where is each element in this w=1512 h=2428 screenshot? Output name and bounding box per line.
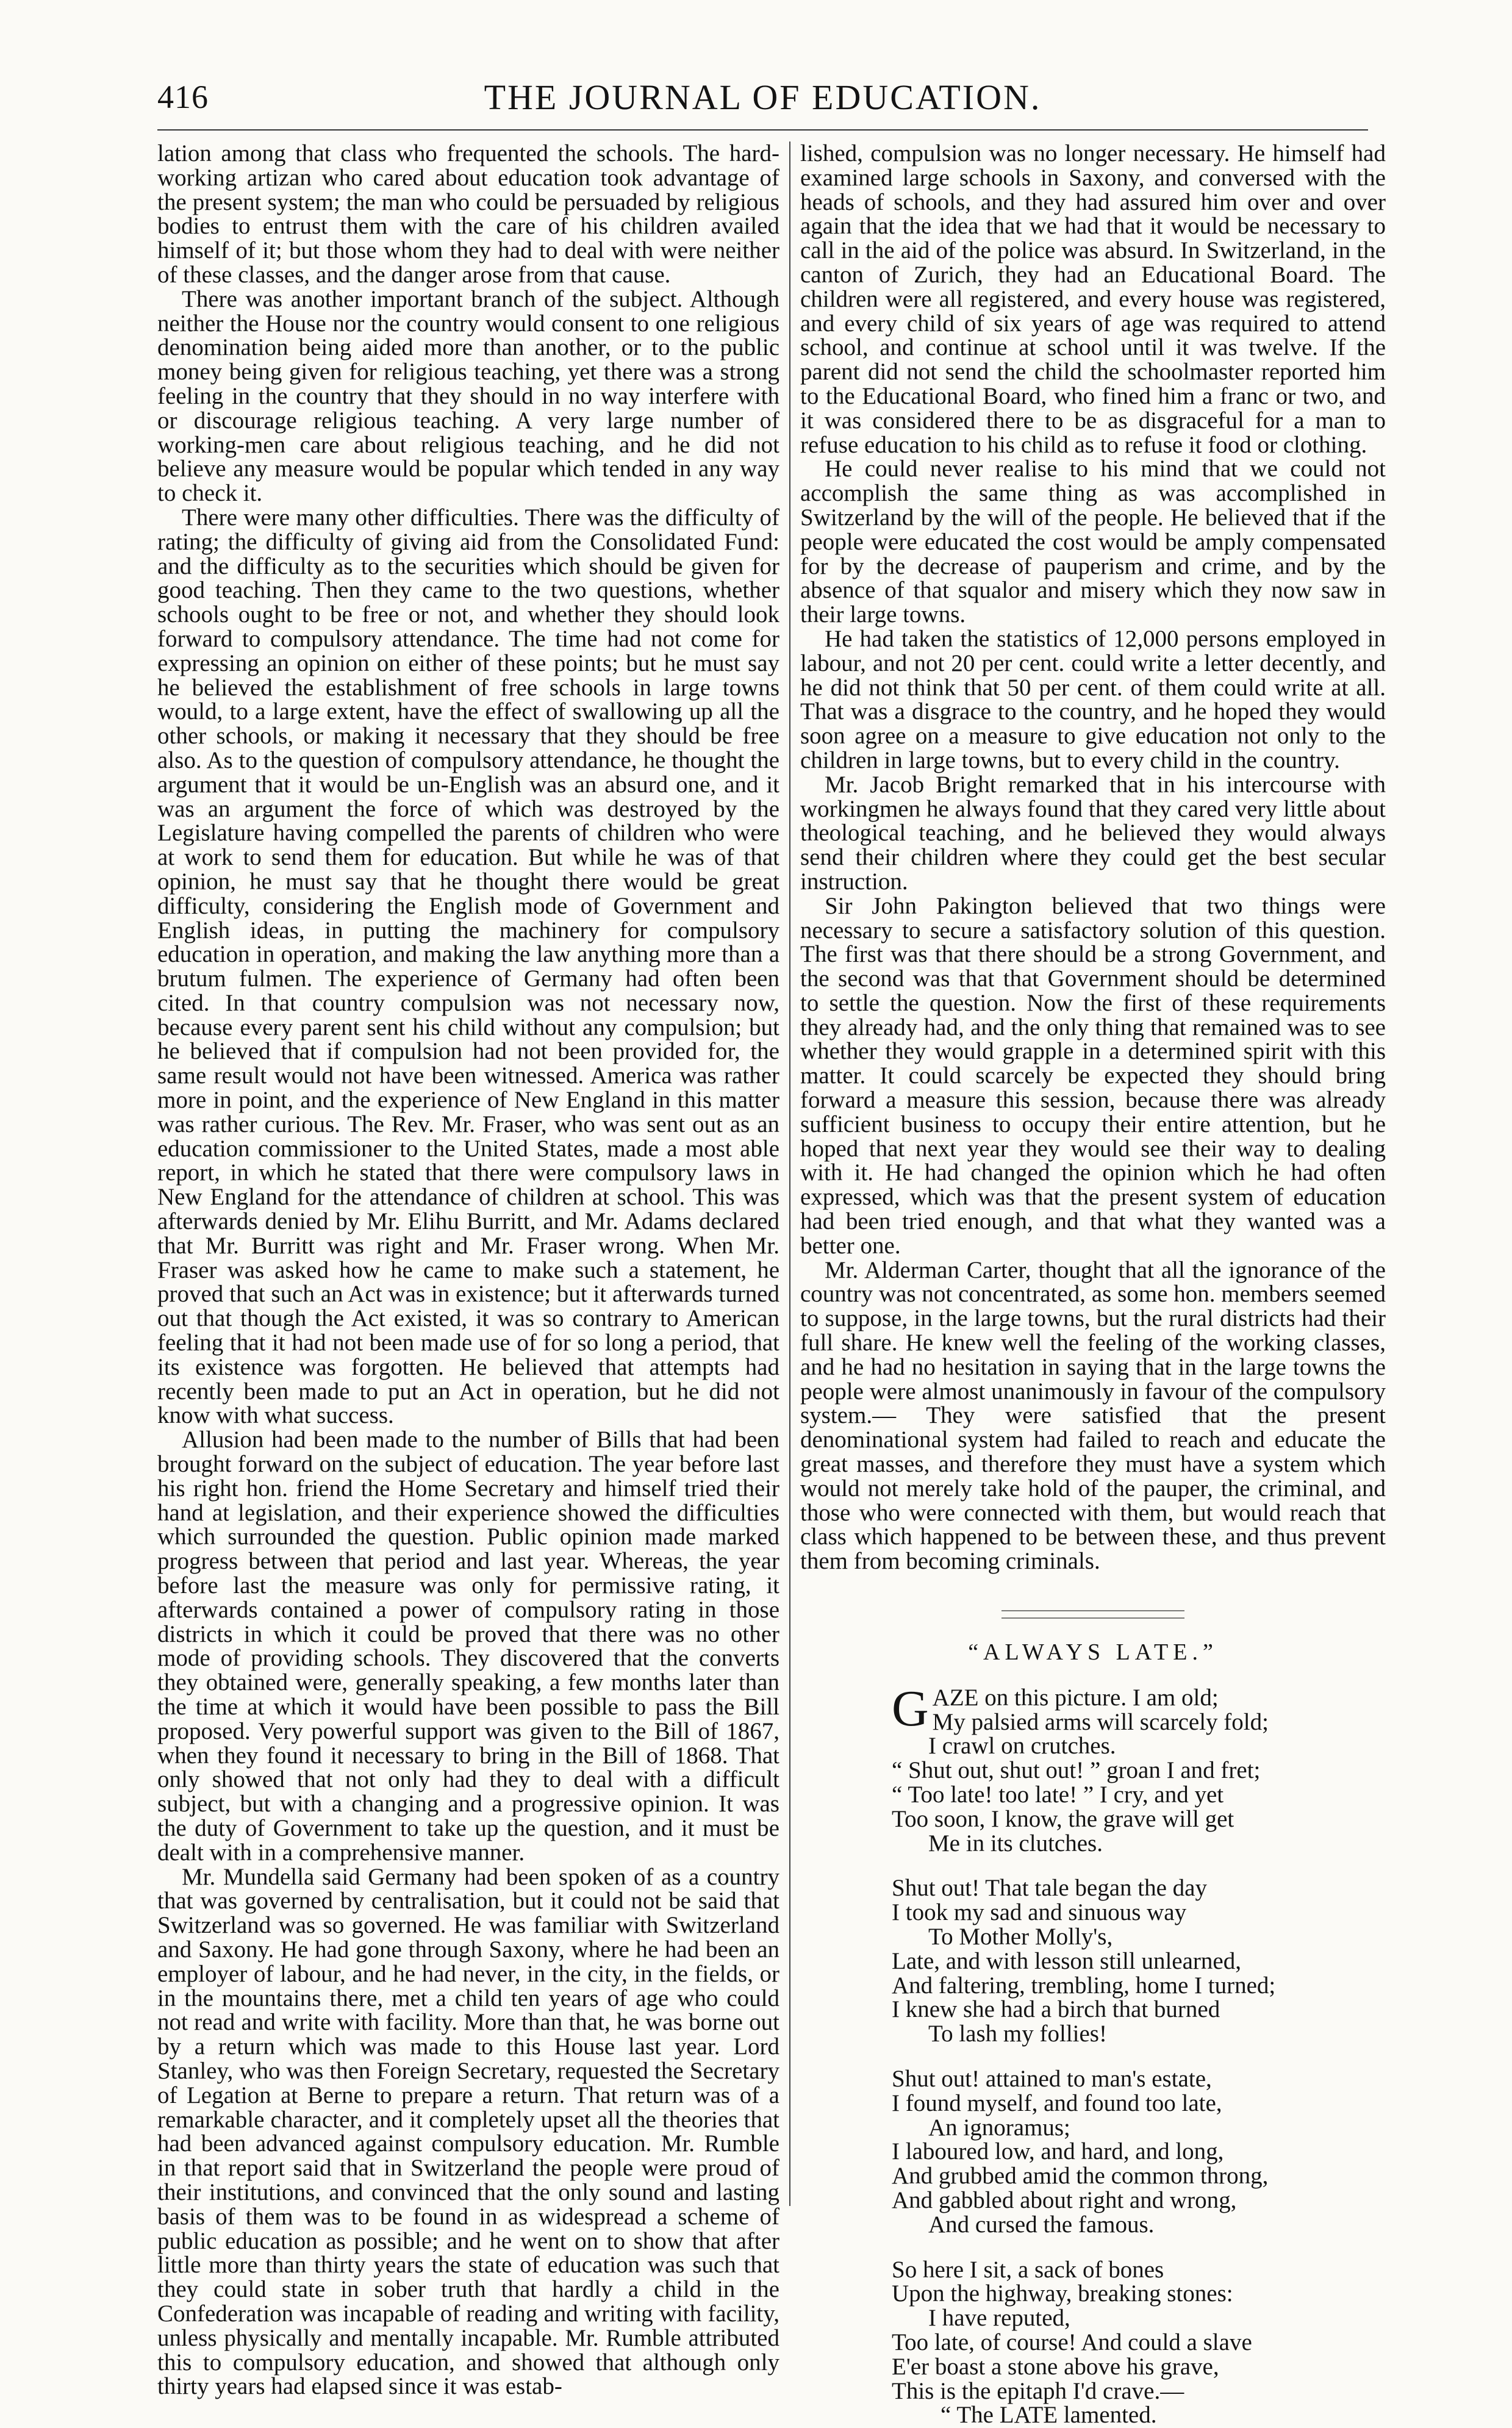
paragraph: Sir John Pakington believed that two things were necessary to secure a satisfactory solution of this question. The first was that there should be a strong Government, and the second was that that Government should be determined to settle the question. Now the first of these requirements they already had, and the only thing that remained was to see whether they would grapple in a determined spirit with this matter. It could scarcely be expected they should bring forward a measure this session, because there was already sufficient business to occupy their entire attention, but he hoped that next year they would see their way to dealing with it. He had changed the opinion which he had often expressed, which was that the present system of education had been tried enough, and that what they wanted was a better one. [800, 892, 1386, 1259]
paragraph: There were many other difficulties. There was the difficulty of rating; the difficulty of giving aid from the Consolidated Fund: and the difficulty as to the securities which should be given for good teaching. Then they came to the two questions, whether schools ought to be free or not, and whether they should look forward to compulsory attendance. The time had not come for expressing an opinion on either of these points; but he must say he believed the establishment of free schools in large towns would, to a large extent, have the effect of swallowing up all the other schools, or making it necessary that they should be free also. As to the question of compulsory attendance, he thought the argument that it would be un-English was an absurd one, and it was an argument the force of which was destroyed by the Legislature having compelled the parents of children who were at work to send them for education. But while he was of that opinion, he must say that he thought there would be great difficulty, considering the English mode of Government and English ideas, in putting the machinery for compulsory education in operation, and making the law anything more than a brutum fulmen. The experience of Germany had often been cited. In that country compulsion was not necessary now, because every parent sent his child without any compulsion; but he believed that if compulsion had not been provided for, the same result would not have been witnessed. America was rather more in point, and the experience of New England in this matter was rather curious. The Rev. Mr. Fraser, who was sent out as an education commissioner to the United States, made a most able report, in which he stated that there were compulsory laws in New England for the attendance of children at school. This was afterwards denied by Mr. Elihu Burritt, and Mr. Adams declared that Mr. Burritt was right and Mr. Fraser wrong. When Mr. Fraser was asked how he came to make such a statement, he proved that such an Act was in existence; but it afterwards turned out that though the Act existed, it was so contrary to American feeling that it had not been made use of for so long a period, that its existence was forgotten. He believed that attempts had recently been made to put an Act in operation, but he did not know with what success. [157, 504, 779, 1429]
poem-stanza [892, 2258, 1386, 2428]
poem-line: My palsied arms will scarcely fold; [932, 1708, 1269, 1735]
right-column [800, 140, 1386, 2428]
paragraph: Mr. Jacob Bright remarked that in his intercourse with workingmen he always found that they cared very little about theological teaching, and he believed they would always send their children where they could get the best secular instruction. [800, 771, 1386, 895]
paragraph: lished, compulsion was no longer necessary. He himself had examined large schools in Saxony, and conversed with the heads of schools, and they had assured him over and over again that the idea that we had that it would be necessary to call in the aid of the police was absurd. In Switzerland, in the canton of Zurich, they had an Educational Board. The children were all registered, and every house was registered, and every child of six years of age was required to attend school, and continue at school until it was twelve. If the parent did not send the child the schoolmaster reported him to the Educational Board, who fined him a franc or two, and it was considered there to be as disgraceful for a man to refuse education to his child as to refuse it food or clothing. [800, 140, 1386, 458]
page-header [157, 72, 1368, 121]
poem-line: I knew she had a birch that burned [892, 1996, 1220, 2023]
poem-line: I crawl on crutches. [928, 1733, 1116, 1760]
poem-line: To lash my follies! [928, 2021, 1107, 2047]
poem-line: E'er boast a stone above his grave, [892, 2353, 1219, 2380]
poem-line: I laboured low, and hard, and long, [892, 2138, 1224, 2165]
poem-line: “ The LATE lamented. [941, 2402, 1157, 2428]
poem-line: Shut out! attained to man's estate, [892, 2065, 1212, 2092]
poem-line: An ignoramus; [928, 2114, 1070, 2141]
poem-line: AZE on this picture. I am old; [932, 1684, 1219, 1711]
paragraph: lation among that class who frequented the schools. The hard-working artizan who cared about education took advantage of the present system; the man who could be persuaded by religious bodies to entrust them with the care of his children availed himself of it; but those whom they had to deal with were neither of these classes, and the danger arose from that cause. [157, 140, 779, 288]
paragraph: Mr. Mundella said Germany had been spoken of as a country that was governed by centralisation, but it could not be said that Switzerland was so governed. He was familiar with Switzerland and Saxony. He had gone through Saxony, where he had been an employer of labour, and he had never, in the city, in the fields, or in the mountains there, met a child ten years of age who could not read and write with facility. More than that, he was borne out by a return which was made to this House last year. Lord Stanley, who was then Foreign Secretary, requested the Secretary of Legation at Berne to prepare a return. That return was of a remarkable character, and it completely upset all the theories that had been advanced against compulsory education. Mr. Rumble in that report said that in Switzerland the people were proud of their institutions, and convinced that the only sound and lasting basis of them was to be found in as widespread a scheme of public education as possible; and he went on to show that after little more than thirty years the state of education was such that they could state in sober truth that hardly a child in the Confederation was incapable of reading and writing with facility, unless physically and mentally incapable. Mr. Rumble attributed this to compulsory education, and showed that although only thirty years had elapsed since it was estab- [157, 1863, 779, 2400]
poem-line: To Mother Molly's, [928, 1923, 1113, 1950]
poem-line: Shut out! That tale began the day [892, 1875, 1207, 1902]
page-number: 416 [157, 79, 209, 115]
poem-line: And gabbled about right and wrong, [892, 2186, 1237, 2213]
paragraph: He had taken the statistics of 12,000 persons employed in labour, and not 20 per cent. could write a letter decently, and he did not think that 50 per cent. of them could write at all. That was a disgrace to the country, and he hoped they would soon agree on a measure to give education not only to the children in large towns, but to every child in the country. [800, 625, 1386, 773]
poem-line: Upon the highway, breaking stones: [892, 2280, 1233, 2307]
column-divider [789, 141, 790, 2206]
poem-line: So here I sit, a sack of bones [892, 2256, 1164, 2283]
poem-line: I have reputed, [928, 2305, 1070, 2332]
poem-line: This is the epitaph I'd crave.— [892, 2377, 1184, 2404]
drop-cap: G [892, 1680, 929, 1737]
poem-line: And faltering, trembling, home I turned; [892, 1972, 1276, 1999]
poem-line: And grubbed amid the common throng, [892, 2163, 1269, 2190]
poem-title: “ALWAYS LATE.” [968, 1639, 1218, 1666]
header-rule [157, 129, 1368, 131]
running-title: THE JOURNAL OF EDUCATION. [484, 77, 1042, 117]
paragraph: There was another important branch of the subject. Although neither the House nor the country would consent to one religious denomination being aided more than another, or to the public money being given for religious teaching, yet there was a strong feeling in the country that they should in no way interfere with or discourage religious teaching. A very large number of working-men care about religious teaching, and he did not believe any measure would be popular which tended in any way to check it. [157, 285, 779, 507]
poem-line: And cursed the famous. [928, 2211, 1155, 2238]
poem-line: Too late, of course! And could a slave [892, 2329, 1252, 2355]
poem-line: I took my sad and sinuous way [892, 1899, 1187, 1926]
paragraph: Mr. Alderman Carter, thought that all the ignorance of the country was not concentrated, as some hon. members seemed to suppose, in the large towns, but the rural districts had their full share. He knew well the feeling of the working classes, and he had no hesitation in saying that in the large towns the people were almost unanimously in favour of the compulsory system.— They were satisfied that the present denominational system had failed to reach and educate the great masses, and therefore they must have a system which would not merely take hold of the pauper, the criminal, and those who were connected with them, but would reach that class which happened to be between these, and thus prevent them from becoming criminals. [800, 1256, 1386, 1575]
poem-line: Too soon, I know, the grave will get [892, 1805, 1234, 1832]
poem-stanza [892, 2067, 1386, 2237]
poem-line: “ Too late! too late! ” I cry, and yet [892, 1782, 1224, 1808]
poem-line: “ Shut out, shut out! ” groan I and fret; [892, 1757, 1261, 1784]
paragraph: He could never realise to his mind that we could not accomplish the same thing as was accomplished in Switzerland by the will of the people. He believed that if the people were educated the cost would be amply compensated for by the decrease of pauperism and crime, and by the absence of that squalor and misery which they now saw in their large towns. [800, 456, 1386, 628]
section-ornament [1001, 1610, 1184, 1619]
poem-stanza [892, 1680, 1386, 1857]
poem-stanza [892, 1876, 1386, 2046]
poem [892, 1680, 1386, 2428]
poem-line: I found myself, and found too late, [892, 2090, 1222, 2116]
poem-line: Late, and with lesson still unlearned, [892, 1947, 1241, 1974]
poem-line: Me in its clutches. [928, 1830, 1103, 1857]
paragraph: Allusion had been made to the number of Bills that had been brought forward on the subject of education. The year before last his right hon. friend the Home Secretary and himself tried their hand at legislation, and their experience showed the difficulties which surrounded the question. Public opinion made marked progress between that period and last year. Whereas, the year before last the measure was only for permissive rating, it afterwards contained a power of compulsory rating in those districts in which it could be proved that there was no other mode of providing schools. They discovered that the converts they obtained were, generally speaking, a few months later than the time at which it would have been possible to pass the Bill proposed. Very powerful support was given to the Bill of 1867, when they found it necessary to bring in the Bill of 1868. That only showed that not only had they to deal with a difficult subject, but with a changing and a progressive opinion. It was the duty of Government to take up the question, and it must be dealt with in a comprehensive manner. [157, 1427, 779, 1866]
left-column [157, 140, 779, 2400]
